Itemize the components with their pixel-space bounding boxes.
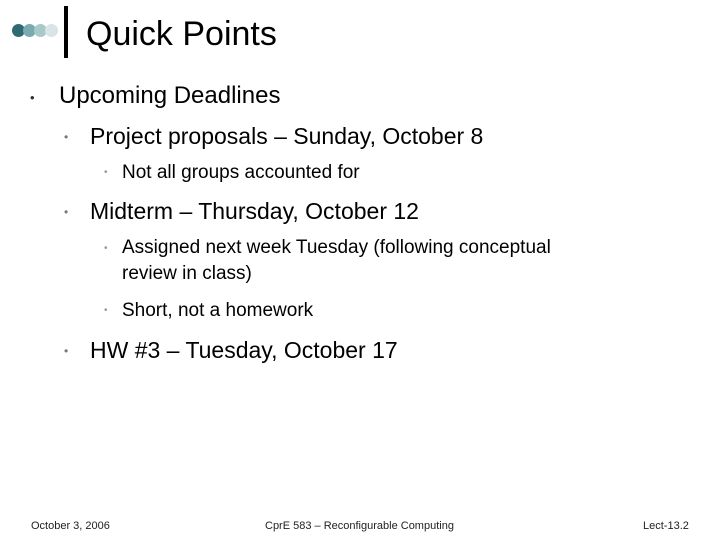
bullet-assigned-line-2: review in class) — [122, 263, 252, 284]
footer-course: CprE 583 – Reconfigurable Computing — [265, 520, 454, 532]
bullet-dot: • — [104, 305, 108, 316]
bullet-project-proposals: Project proposals – Sunday, October 8 — [90, 123, 484, 149]
footer-date: October 3, 2006 — [31, 520, 110, 532]
slide-title: Quick Points — [86, 15, 277, 53]
bullet-dot: • — [104, 167, 108, 178]
logo-dots — [12, 24, 60, 38]
title-divider — [64, 6, 68, 58]
bullet-hw3: HW #3 – Tuesday, October 17 — [90, 337, 398, 363]
bullet-midterm: Midterm – Thursday, October 12 — [90, 198, 419, 224]
bullet-dot: • — [30, 90, 35, 105]
logo-dot-4 — [45, 24, 58, 37]
bullet-not-all-groups: Not all groups accounted for — [122, 162, 360, 183]
bullet-short-not-homework: Short, not a homework — [122, 300, 314, 321]
bullet-assigned-line-1: Assigned next week Tuesday (following conceptual — [122, 237, 551, 258]
bullet-dot: • — [104, 243, 108, 254]
bullet-dot: • — [64, 205, 69, 219]
bullet-upcoming-deadlines: Upcoming Deadlines — [59, 82, 281, 109]
bullet-dot: • — [64, 130, 69, 144]
footer-page-number: Lect-13.2 — [643, 520, 689, 532]
bullet-dot: • — [64, 344, 69, 358]
